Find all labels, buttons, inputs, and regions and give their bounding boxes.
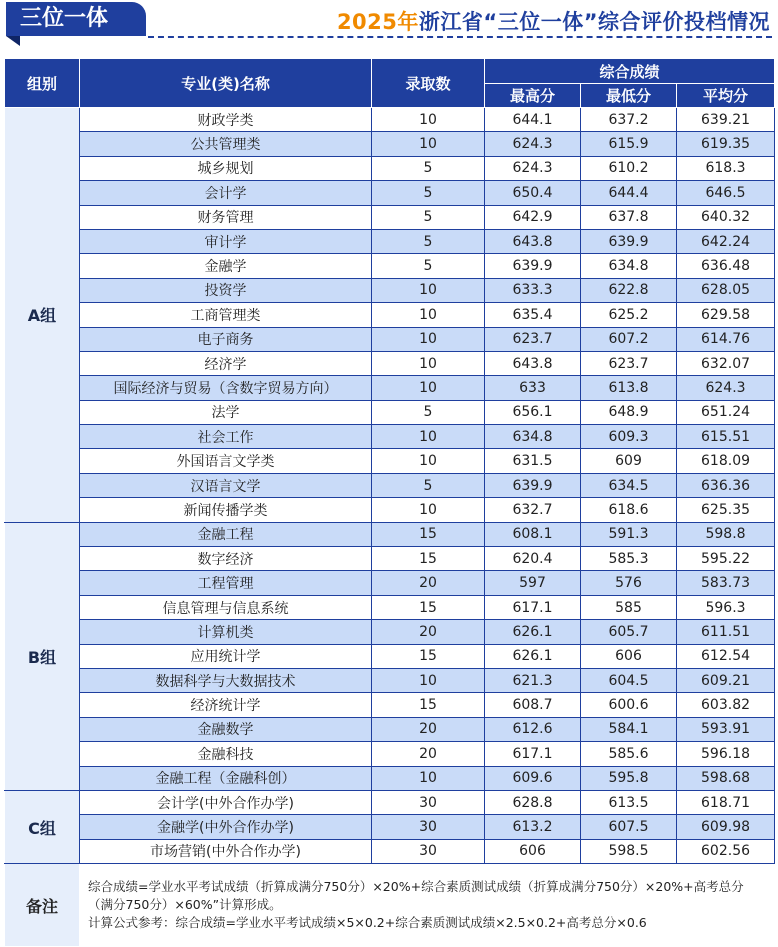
cell-max: 631.5 — [485, 449, 581, 473]
cell-avg: 609.21 — [677, 668, 775, 692]
cell-avg: 629.58 — [677, 303, 775, 327]
table-row — [5, 668, 775, 692]
cell-major: 电子商务 — [80, 327, 372, 351]
cell-admitted: 30 — [372, 839, 485, 863]
cell-admitted: 20 — [372, 742, 485, 766]
cell-max: 624.3 — [485, 156, 581, 180]
cell-min: 607.5 — [581, 815, 677, 839]
cell-min: 639.9 — [581, 229, 677, 253]
cell-admitted: 5 — [372, 400, 485, 424]
table-row — [5, 498, 775, 522]
cell-min: 598.5 — [581, 839, 677, 863]
table-row — [5, 547, 775, 571]
table-row — [5, 595, 775, 619]
table-row — [5, 815, 775, 839]
cell-admitted: 20 — [372, 571, 485, 595]
cell-avg: 624.3 — [677, 376, 775, 400]
cell-avg: 618.71 — [677, 790, 775, 814]
cell-admitted: 10 — [372, 278, 485, 302]
cell-min: 595.8 — [581, 766, 677, 790]
cell-max: 635.4 — [485, 303, 581, 327]
cell-major: 金融工程 — [80, 522, 372, 546]
cell-max: 639.9 — [485, 254, 581, 278]
cell-min: 622.8 — [581, 278, 677, 302]
page-header — [0, 0, 778, 46]
cell-max: 617.1 — [485, 595, 581, 619]
cell-admitted: 30 — [372, 815, 485, 839]
cell-major: 应用统计学 — [80, 644, 372, 668]
group-label: C组 — [5, 790, 80, 863]
cell-avg: 639.21 — [677, 108, 775, 132]
table-row — [5, 742, 775, 766]
cell-avg: 618.09 — [677, 449, 775, 473]
cell-min: 584.1 — [581, 717, 677, 741]
cell-min: 585.3 — [581, 547, 677, 571]
table-body — [5, 108, 775, 864]
table-row — [5, 522, 775, 546]
cell-min: 591.3 — [581, 522, 677, 546]
cell-major: 金融数学 — [80, 717, 372, 741]
cell-avg: 615.51 — [677, 425, 775, 449]
header-composite: 综合成绩 — [485, 59, 775, 84]
cell-admitted: 5 — [372, 205, 485, 229]
cell-major: 会计学(中外合作办学) — [80, 790, 372, 814]
cell-max: 632.7 — [485, 498, 581, 522]
group-label: A组 — [5, 108, 80, 523]
cell-max: 624.3 — [485, 132, 581, 156]
cell-min: 604.5 — [581, 668, 677, 692]
table-row — [5, 425, 775, 449]
cell-admitted: 15 — [372, 547, 485, 571]
cell-avg: 625.35 — [677, 498, 775, 522]
cell-admitted: 15 — [372, 693, 485, 717]
cell-min: 623.7 — [581, 351, 677, 375]
title-text: 浙江省“三位一体”综合评价投档情况 — [418, 10, 770, 34]
cell-avg: 603.82 — [677, 693, 775, 717]
header-major: 专业(类)名称 — [80, 59, 372, 108]
cell-avg: 642.24 — [677, 229, 775, 253]
cell-avg: 602.56 — [677, 839, 775, 863]
table-row — [5, 254, 775, 278]
table-row — [5, 400, 775, 424]
cell-admitted: 10 — [372, 351, 485, 375]
cell-max: 656.1 — [485, 400, 581, 424]
header-tab-fold — [6, 36, 20, 46]
cell-avg: 598.68 — [677, 766, 775, 790]
cell-major: 外国语言文学类 — [80, 449, 372, 473]
cell-avg: 618.3 — [677, 156, 775, 180]
cell-avg: 612.54 — [677, 644, 775, 668]
cell-admitted: 10 — [372, 449, 485, 473]
cell-admitted: 20 — [372, 717, 485, 741]
cell-major: 法学 — [80, 400, 372, 424]
cell-max: 613.2 — [485, 815, 581, 839]
header-group: 组别 — [5, 59, 80, 108]
table-row — [5, 376, 775, 400]
cell-avg: 611.51 — [677, 620, 775, 644]
cell-admitted: 15 — [372, 595, 485, 619]
cell-major: 市场营销(中外合作办学) — [80, 839, 372, 863]
table-row — [5, 229, 775, 253]
cell-admitted: 15 — [372, 644, 485, 668]
cell-admitted: 5 — [372, 181, 485, 205]
cell-max: 626.1 — [485, 620, 581, 644]
cell-avg: 619.35 — [677, 132, 775, 156]
header-min: 最低分 — [581, 84, 677, 108]
title-year: 2025年 — [336, 10, 419, 34]
cell-major: 金融学 — [80, 254, 372, 278]
table-row — [5, 181, 775, 205]
table-row — [5, 620, 775, 644]
cell-max: 643.8 — [485, 351, 581, 375]
note-line-1: 综合成绩=学业水平考试成绩（折算成满分750分）×20%+综合素质测试成绩（折算成满分750分）×20%+高考总分（满分750分）×60%”计算形成。 — [88, 879, 744, 913]
table-row — [5, 327, 775, 351]
cell-max: 620.4 — [485, 547, 581, 571]
cell-major: 城乡规划 — [80, 156, 372, 180]
cell-avg: 614.76 — [677, 327, 775, 351]
table-row — [5, 351, 775, 375]
note-text — [80, 864, 775, 947]
cell-admitted: 10 — [372, 498, 485, 522]
cell-major: 社会工作 — [80, 425, 372, 449]
table-row — [5, 693, 775, 717]
cell-major: 工商管理类 — [80, 303, 372, 327]
table-row — [5, 766, 775, 790]
cell-admitted: 10 — [372, 425, 485, 449]
header-max: 最高分 — [485, 84, 581, 108]
cell-major: 工程管理 — [80, 571, 372, 595]
admission-table — [4, 58, 775, 947]
cell-min: 615.9 — [581, 132, 677, 156]
cell-min: 576 — [581, 571, 677, 595]
cell-min: 610.2 — [581, 156, 677, 180]
cell-major: 经济统计学 — [80, 693, 372, 717]
cell-admitted: 10 — [372, 766, 485, 790]
cell-avg: 646.5 — [677, 181, 775, 205]
cell-major: 数字经济 — [80, 547, 372, 571]
cell-min: 613.8 — [581, 376, 677, 400]
cell-min: 585.6 — [581, 742, 677, 766]
cell-max: 644.1 — [485, 108, 581, 132]
cell-admitted: 15 — [372, 522, 485, 546]
cell-admitted: 10 — [372, 132, 485, 156]
cell-min: 648.9 — [581, 400, 677, 424]
cell-max: 634.8 — [485, 425, 581, 449]
table-row — [5, 790, 775, 814]
cell-min: 585 — [581, 595, 677, 619]
cell-min: 634.5 — [581, 473, 677, 497]
cell-max: 617.1 — [485, 742, 581, 766]
cell-max: 608.1 — [485, 522, 581, 546]
table-row — [5, 303, 775, 327]
cell-admitted: 5 — [372, 473, 485, 497]
cell-major: 数据科学与大数据技术 — [80, 668, 372, 692]
table-row — [5, 473, 775, 497]
cell-admitted: 10 — [372, 376, 485, 400]
cell-major: 投资学 — [80, 278, 372, 302]
cell-max: 642.9 — [485, 205, 581, 229]
cell-max: 621.3 — [485, 668, 581, 692]
cell-major: 财政学类 — [80, 108, 372, 132]
table-row — [5, 571, 775, 595]
cell-admitted: 20 — [372, 620, 485, 644]
cell-major: 国际经济与贸易（含数字贸易方向） — [80, 376, 372, 400]
cell-max: 626.1 — [485, 644, 581, 668]
cell-avg: 632.07 — [677, 351, 775, 375]
cell-min: 609.3 — [581, 425, 677, 449]
cell-major: 计算机类 — [80, 620, 372, 644]
header-tab-label: 三位一体 — [6, 2, 146, 36]
cell-major: 公共管理类 — [80, 132, 372, 156]
cell-admitted: 10 — [372, 108, 485, 132]
cell-max: 650.4 — [485, 181, 581, 205]
cell-max: 612.6 — [485, 717, 581, 741]
table-row — [5, 156, 775, 180]
cell-max: 628.8 — [485, 790, 581, 814]
cell-avg: 593.91 — [677, 717, 775, 741]
table-row — [5, 278, 775, 302]
cell-max: 633 — [485, 376, 581, 400]
cell-max: 609.6 — [485, 766, 581, 790]
cell-major: 信息管理与信息系统 — [80, 595, 372, 619]
cell-avg: 596.18 — [677, 742, 775, 766]
cell-min: 605.7 — [581, 620, 677, 644]
cell-max: 633.3 — [485, 278, 581, 302]
table-row — [5, 717, 775, 741]
header-divider — [148, 36, 772, 38]
cell-major: 金融学(中外合作办学) — [80, 815, 372, 839]
cell-admitted: 10 — [372, 668, 485, 692]
cell-major: 财务管理 — [80, 205, 372, 229]
note-line-2: 计算公式参考：综合成绩=学业水平考试成绩×5×0.2+综合素质测试成绩×2.5×0.2+高考总分×0.6 — [88, 915, 647, 931]
cell-avg: 583.73 — [677, 571, 775, 595]
cell-min: 609 — [581, 449, 677, 473]
header-avg: 平均分 — [677, 84, 775, 108]
cell-major: 汉语言文学 — [80, 473, 372, 497]
header-admitted: 录取数 — [372, 59, 485, 108]
cell-admitted: 5 — [372, 156, 485, 180]
cell-max: 623.7 — [485, 327, 581, 351]
table-row — [5, 839, 775, 863]
note-label: 备注 — [5, 864, 80, 947]
cell-min: 613.5 — [581, 790, 677, 814]
cell-admitted: 10 — [372, 327, 485, 351]
table-row — [5, 205, 775, 229]
cell-max: 639.9 — [485, 473, 581, 497]
cell-min: 606 — [581, 644, 677, 668]
cell-min: 637.8 — [581, 205, 677, 229]
cell-admitted: 5 — [372, 229, 485, 253]
cell-avg: 628.05 — [677, 278, 775, 302]
cell-min: 618.6 — [581, 498, 677, 522]
cell-avg: 598.8 — [677, 522, 775, 546]
table-row — [5, 108, 775, 132]
table-row — [5, 132, 775, 156]
cell-min: 600.6 — [581, 693, 677, 717]
cell-avg: 640.32 — [677, 205, 775, 229]
cell-admitted: 10 — [372, 303, 485, 327]
cell-major: 审计学 — [80, 229, 372, 253]
cell-min: 644.4 — [581, 181, 677, 205]
cell-min: 607.2 — [581, 327, 677, 351]
cell-avg: 609.98 — [677, 815, 775, 839]
cell-avg: 596.3 — [677, 595, 775, 619]
group-label: B组 — [5, 522, 80, 790]
cell-max: 606 — [485, 839, 581, 863]
cell-max: 643.8 — [485, 229, 581, 253]
cell-max: 597 — [485, 571, 581, 595]
cell-min: 634.8 — [581, 254, 677, 278]
cell-max: 608.7 — [485, 693, 581, 717]
cell-major: 会计学 — [80, 181, 372, 205]
cell-min: 637.2 — [581, 108, 677, 132]
cell-major: 金融科技 — [80, 742, 372, 766]
cell-major: 金融工程（金融科创） — [80, 766, 372, 790]
cell-avg: 636.48 — [677, 254, 775, 278]
table-row — [5, 644, 775, 668]
cell-avg: 636.36 — [677, 473, 775, 497]
cell-major: 经济学 — [80, 351, 372, 375]
cell-avg: 595.22 — [677, 547, 775, 571]
page-title — [337, 6, 770, 36]
cell-admitted: 30 — [372, 790, 485, 814]
cell-min: 625.2 — [581, 303, 677, 327]
cell-major: 新闻传播学类 — [80, 498, 372, 522]
table-row — [5, 449, 775, 473]
cell-avg: 651.24 — [677, 400, 775, 424]
cell-admitted: 5 — [372, 254, 485, 278]
